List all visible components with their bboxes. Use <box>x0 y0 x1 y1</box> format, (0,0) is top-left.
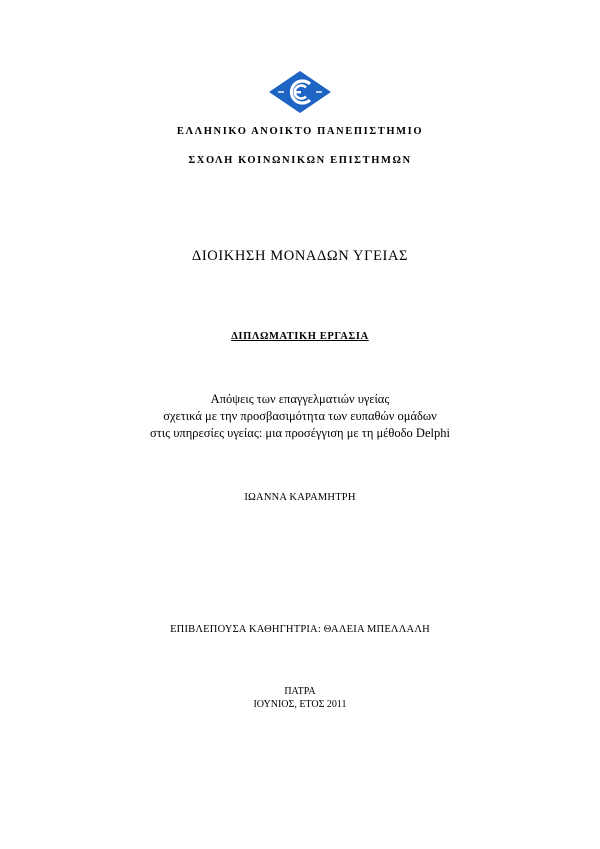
university-name: ΕΛΛΗΝΙΚΟ ΑΝΟΙΚΤΟ ΠΑΝΕΠΙΣΤΗΜΙΟ <box>176 126 424 137</box>
eap-university-logo-icon <box>268 70 332 114</box>
city: ΠΑΤΡΑ <box>284 686 316 697</box>
thesis-label: ΔΙΠΛΩΜΑΤΙΚΗ ΕΡΓΑΣΙΑ <box>231 331 369 342</box>
author-name: ΙΩΑΝΝΑ ΚΑΡΑΜΗΤΡΗ <box>244 492 356 503</box>
thesis-title-line-3: στις υπηρεσίες υγείας: μια προσέγγιση με τη μέθοδο Delphi <box>150 426 450 440</box>
thesis-title-line-1: Απόψεις των επαγγελματιών υγείας <box>210 392 390 406</box>
thesis-title-line-2: σχετικά με την προσβασιμότητα των ευπαθών ομάδων <box>163 409 437 423</box>
supervisor-line: ΕΠΙΒΛΕΠΟΥΣΑ ΚΑΘΗΓΗΤΡΙΑ: ΘΑΛΕΙΑ ΜΠΕΛΛΑΛΗ <box>170 624 430 635</box>
program-name: ΔΙΟΙΚΗΣΗ ΜΟΝΑΔΩΝ ΥΓΕΙΑΣ <box>191 248 409 264</box>
school-name: ΣΧΟΛΗ ΚΟΙΝΩΝΙΚΩΝ ΕΠΙΣΤΗΜΩΝ <box>188 155 412 166</box>
date: ΙΟΥΝΙΟΣ, ΕΤΟΣ 2011 <box>253 699 347 710</box>
